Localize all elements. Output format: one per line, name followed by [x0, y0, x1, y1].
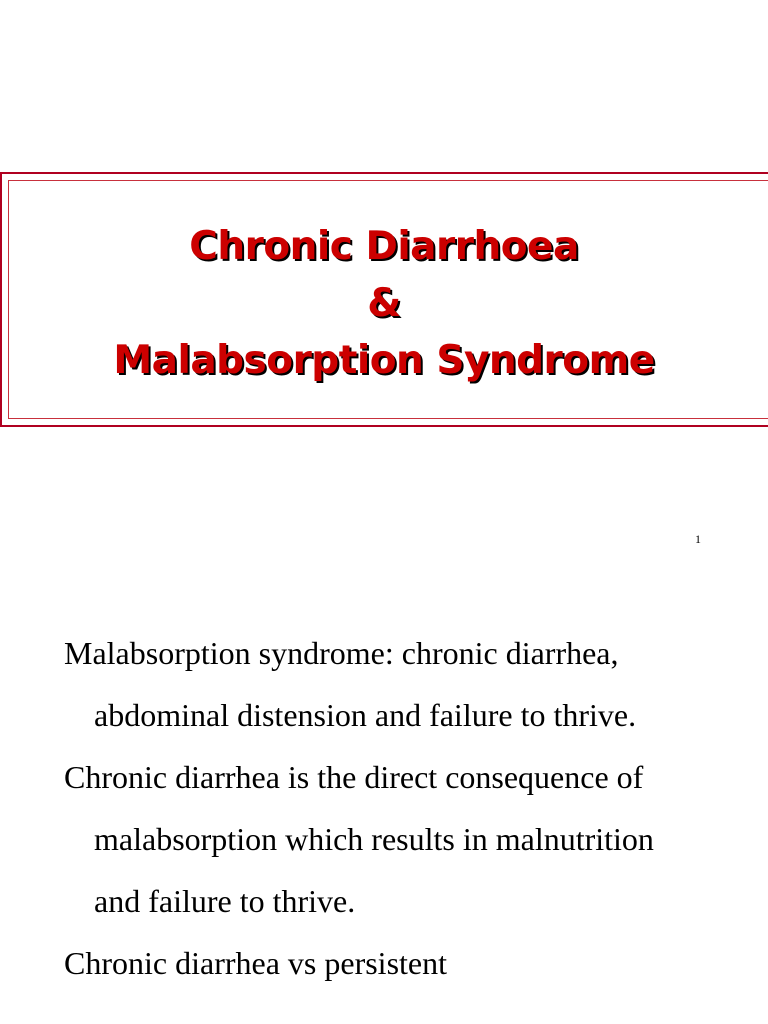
paragraph-2-line-3: and failure to thrive.	[94, 883, 356, 919]
paragraph-2-line-2: malabsorption which results in malnutrition	[94, 821, 654, 857]
title-line-3: Malabsorption Syndrome	[113, 338, 655, 383]
paragraph-1-line-2: abdominal distension and failure to thrive.	[94, 697, 637, 733]
title-line-2: &	[367, 281, 401, 326]
paragraph-2-line-1: Chronic diarrhea is the direct consequence of	[64, 759, 644, 795]
paragraph-3-line-1: Chronic diarrhea vs persistent	[64, 945, 447, 981]
paragraph-2	[64, 746, 744, 932]
notes-body	[64, 622, 744, 994]
slide-title	[0, 218, 768, 389]
page-number: 1	[695, 532, 701, 546]
paragraph-1-line-1: Malabsorption syndrome: chronic diarrhea,	[64, 635, 619, 671]
title-line-1: Chronic Diarrhoea	[189, 224, 579, 269]
paragraph-1	[64, 622, 744, 746]
paragraph-3	[64, 932, 744, 994]
